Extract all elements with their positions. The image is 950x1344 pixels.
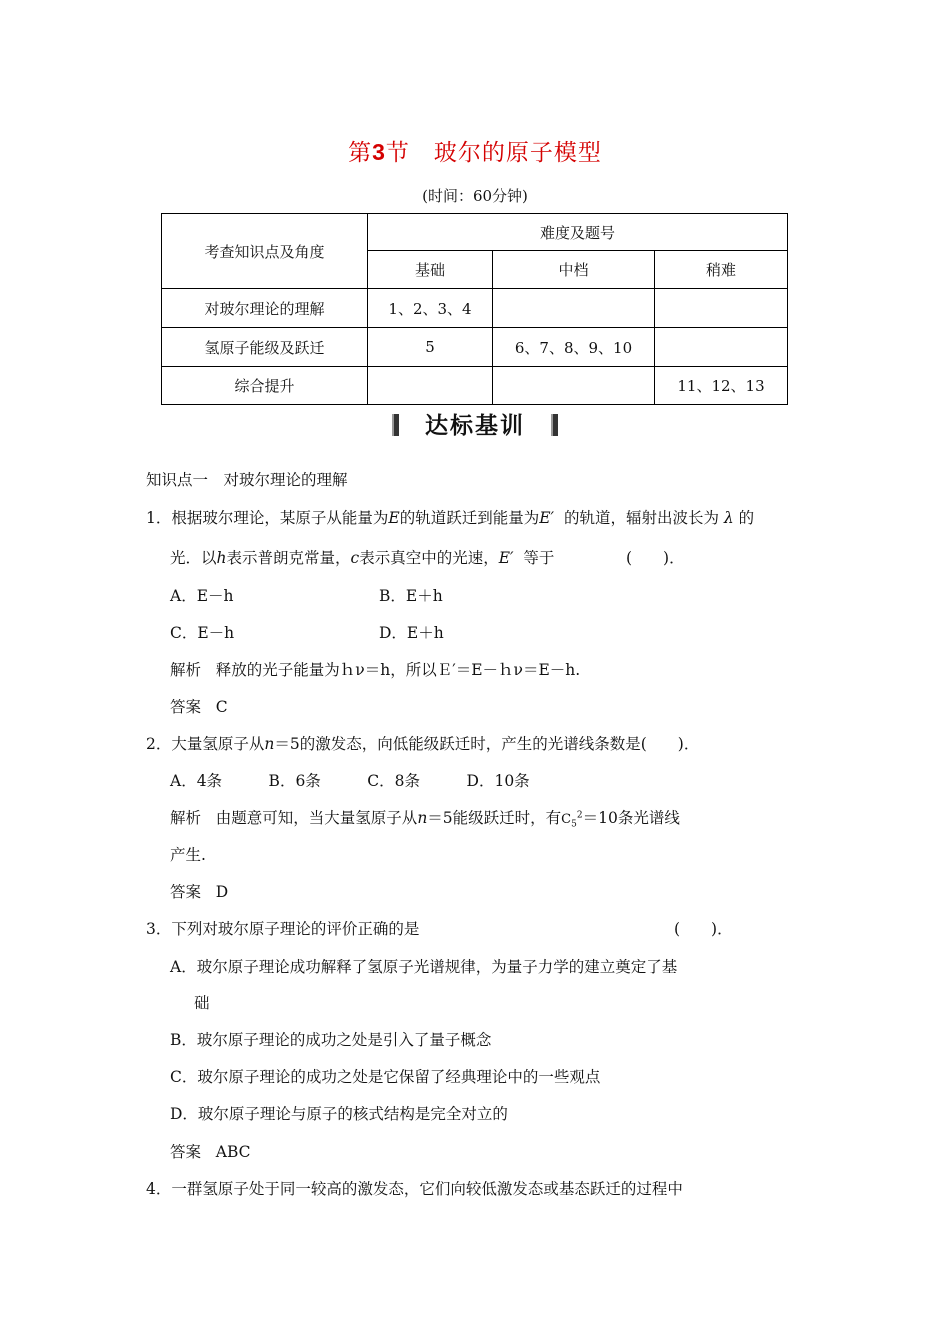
option-a: A．玻尔原子理论成功解释了氢原子光谱规律，为量子力学的建立奠定了基 [170, 958, 678, 976]
q2-text: ＝5的激发态，向低能级跃迁时，产生的光谱线条数是( )． [274, 735, 700, 753]
var-lambda: λ [723, 509, 734, 527]
row-topic: 对玻尔理论的理解 [162, 289, 368, 328]
row-cell [493, 289, 655, 328]
table-row-header: 考查知识点及角度 [162, 214, 368, 289]
question-number: 2． [146, 735, 172, 753]
analysis [170, 806, 680, 830]
q1-text: 表示真空中的光速， [359, 549, 499, 567]
answer [170, 880, 228, 902]
q3-text: 下列对玻尔原子理论的评价正确的是 [171, 920, 420, 938]
analysis-label: 解析 [170, 661, 202, 679]
row-cell: 5 [368, 328, 493, 367]
title-number: 3 [372, 139, 386, 165]
var-e-prime: E′ [498, 549, 514, 567]
answer-label: 答案 [170, 1143, 202, 1161]
answer-value: ABC [215, 1143, 251, 1161]
analysis-text: ＝10条光谱线 [582, 809, 680, 827]
row-topic: 综合提升 [162, 367, 368, 405]
option-c: C．E－h [170, 624, 235, 642]
banner-text: 达标基训 [425, 413, 525, 439]
title-prefix: 第 [348, 140, 373, 166]
table-row [162, 328, 788, 367]
row-cell [655, 289, 788, 328]
option-d: D．E＋h [379, 624, 444, 642]
analysis-label: 解析 [170, 809, 202, 827]
answer-bracket: ( )． [626, 549, 685, 567]
row-cell [368, 367, 493, 405]
answer-value: D [215, 883, 229, 901]
var-e: E [388, 509, 400, 527]
q1-text: 表示普朗克常量， [226, 549, 351, 567]
analysis-text: 释放的光子能量为ｈν＝h，所以Ｅ′＝E－ｈν＝E－h. [215, 661, 581, 679]
analysis-continued: 产生. [170, 846, 206, 864]
title-text: 节 玻尔的原子模型 [385, 140, 602, 166]
option-a: A．E－h [170, 587, 234, 605]
table-row [162, 367, 788, 405]
question-3 [146, 917, 419, 939]
var-e-prime: E′ [539, 509, 555, 527]
row-cell: 6、7、8、9、10 [493, 328, 655, 367]
row-topic: 氢原子能级及跃迁 [162, 328, 368, 367]
q1-text: 的轨道跃迁到能量为 [399, 509, 540, 527]
question-number: 4． [146, 1180, 172, 1198]
q1-text: 光．以 [170, 549, 217, 567]
q4-text: 一群氢原子处于同一较高的激发态，它们向较低激发态或基态跃迁的过程中 [171, 1180, 683, 1198]
answer-label: 答案 [170, 883, 202, 901]
var-c: c [350, 549, 360, 567]
answer-label: 答案 [170, 698, 202, 716]
option-b: B．E＋h [379, 587, 443, 605]
option-c: C．玻尔原子理论的成功之处是它保留了经典理论中的一些观点 [170, 1068, 601, 1086]
col-header-hard: 稍难 [655, 251, 788, 289]
knowledge-point-heading: 知识点一 对玻尔理论的理解 [146, 471, 348, 489]
var-n: n [264, 735, 275, 753]
var-n: n [417, 809, 428, 827]
answer [170, 1140, 251, 1162]
difficulty-table [161, 213, 788, 405]
answer-bracket: ( )． [674, 920, 733, 938]
option-b: B．玻尔原子理论的成功之处是引入了量子概念 [170, 1031, 492, 1049]
row-cell: 1、2、3、4 [368, 289, 493, 328]
question-1-line-2 [170, 546, 554, 568]
question-1-line-1 [146, 506, 754, 528]
option-a-continued: 础 [194, 994, 210, 1012]
row-cell: 11、12、13 [655, 367, 788, 405]
col-header-medium: 中档 [493, 251, 655, 289]
q1-text: 的轨道，辐射出波长为 [563, 509, 719, 527]
q1-text: 的 [738, 509, 755, 527]
question-2 [146, 732, 699, 754]
row-cell [655, 328, 788, 367]
page-title [0, 134, 950, 167]
table-row [162, 289, 788, 328]
question-4 [146, 1177, 683, 1199]
section-banner [0, 407, 950, 440]
q2-options: A．4条 B．6条 C．8条 D．10条 [170, 772, 530, 790]
comb-sup: 2 [576, 810, 583, 821]
q1-text: 等于 [523, 549, 555, 567]
combination-symbol [561, 810, 583, 830]
comb-letter: C [561, 812, 572, 827]
var-h: h [216, 549, 227, 567]
analysis-text: ＝5能级跃迁时，有 [427, 809, 562, 827]
question-number: 1． [146, 509, 172, 527]
analysis-text: 由题意可知，当大量氢原子从 [215, 809, 418, 827]
time-note: (时间：60分钟) [422, 187, 528, 205]
banner-left-bar [392, 414, 399, 436]
comb-sub: 5 [571, 819, 577, 830]
option-d: D．玻尔原子理论与原子的核式结构是完全对立的 [170, 1105, 508, 1123]
banner-right-bar [551, 414, 558, 436]
q2-text: 大量氢原子从 [171, 735, 265, 753]
analysis [170, 658, 580, 680]
q1-text: 根据玻尔理论，某原子从能量为 [171, 509, 389, 527]
answer-value: C [215, 698, 228, 716]
col-header-basic: 基础 [368, 251, 493, 289]
row-cell [493, 367, 655, 405]
question-number: 3． [146, 920, 172, 938]
table-group-header: 难度及题号 [368, 214, 788, 251]
answer [170, 695, 228, 717]
